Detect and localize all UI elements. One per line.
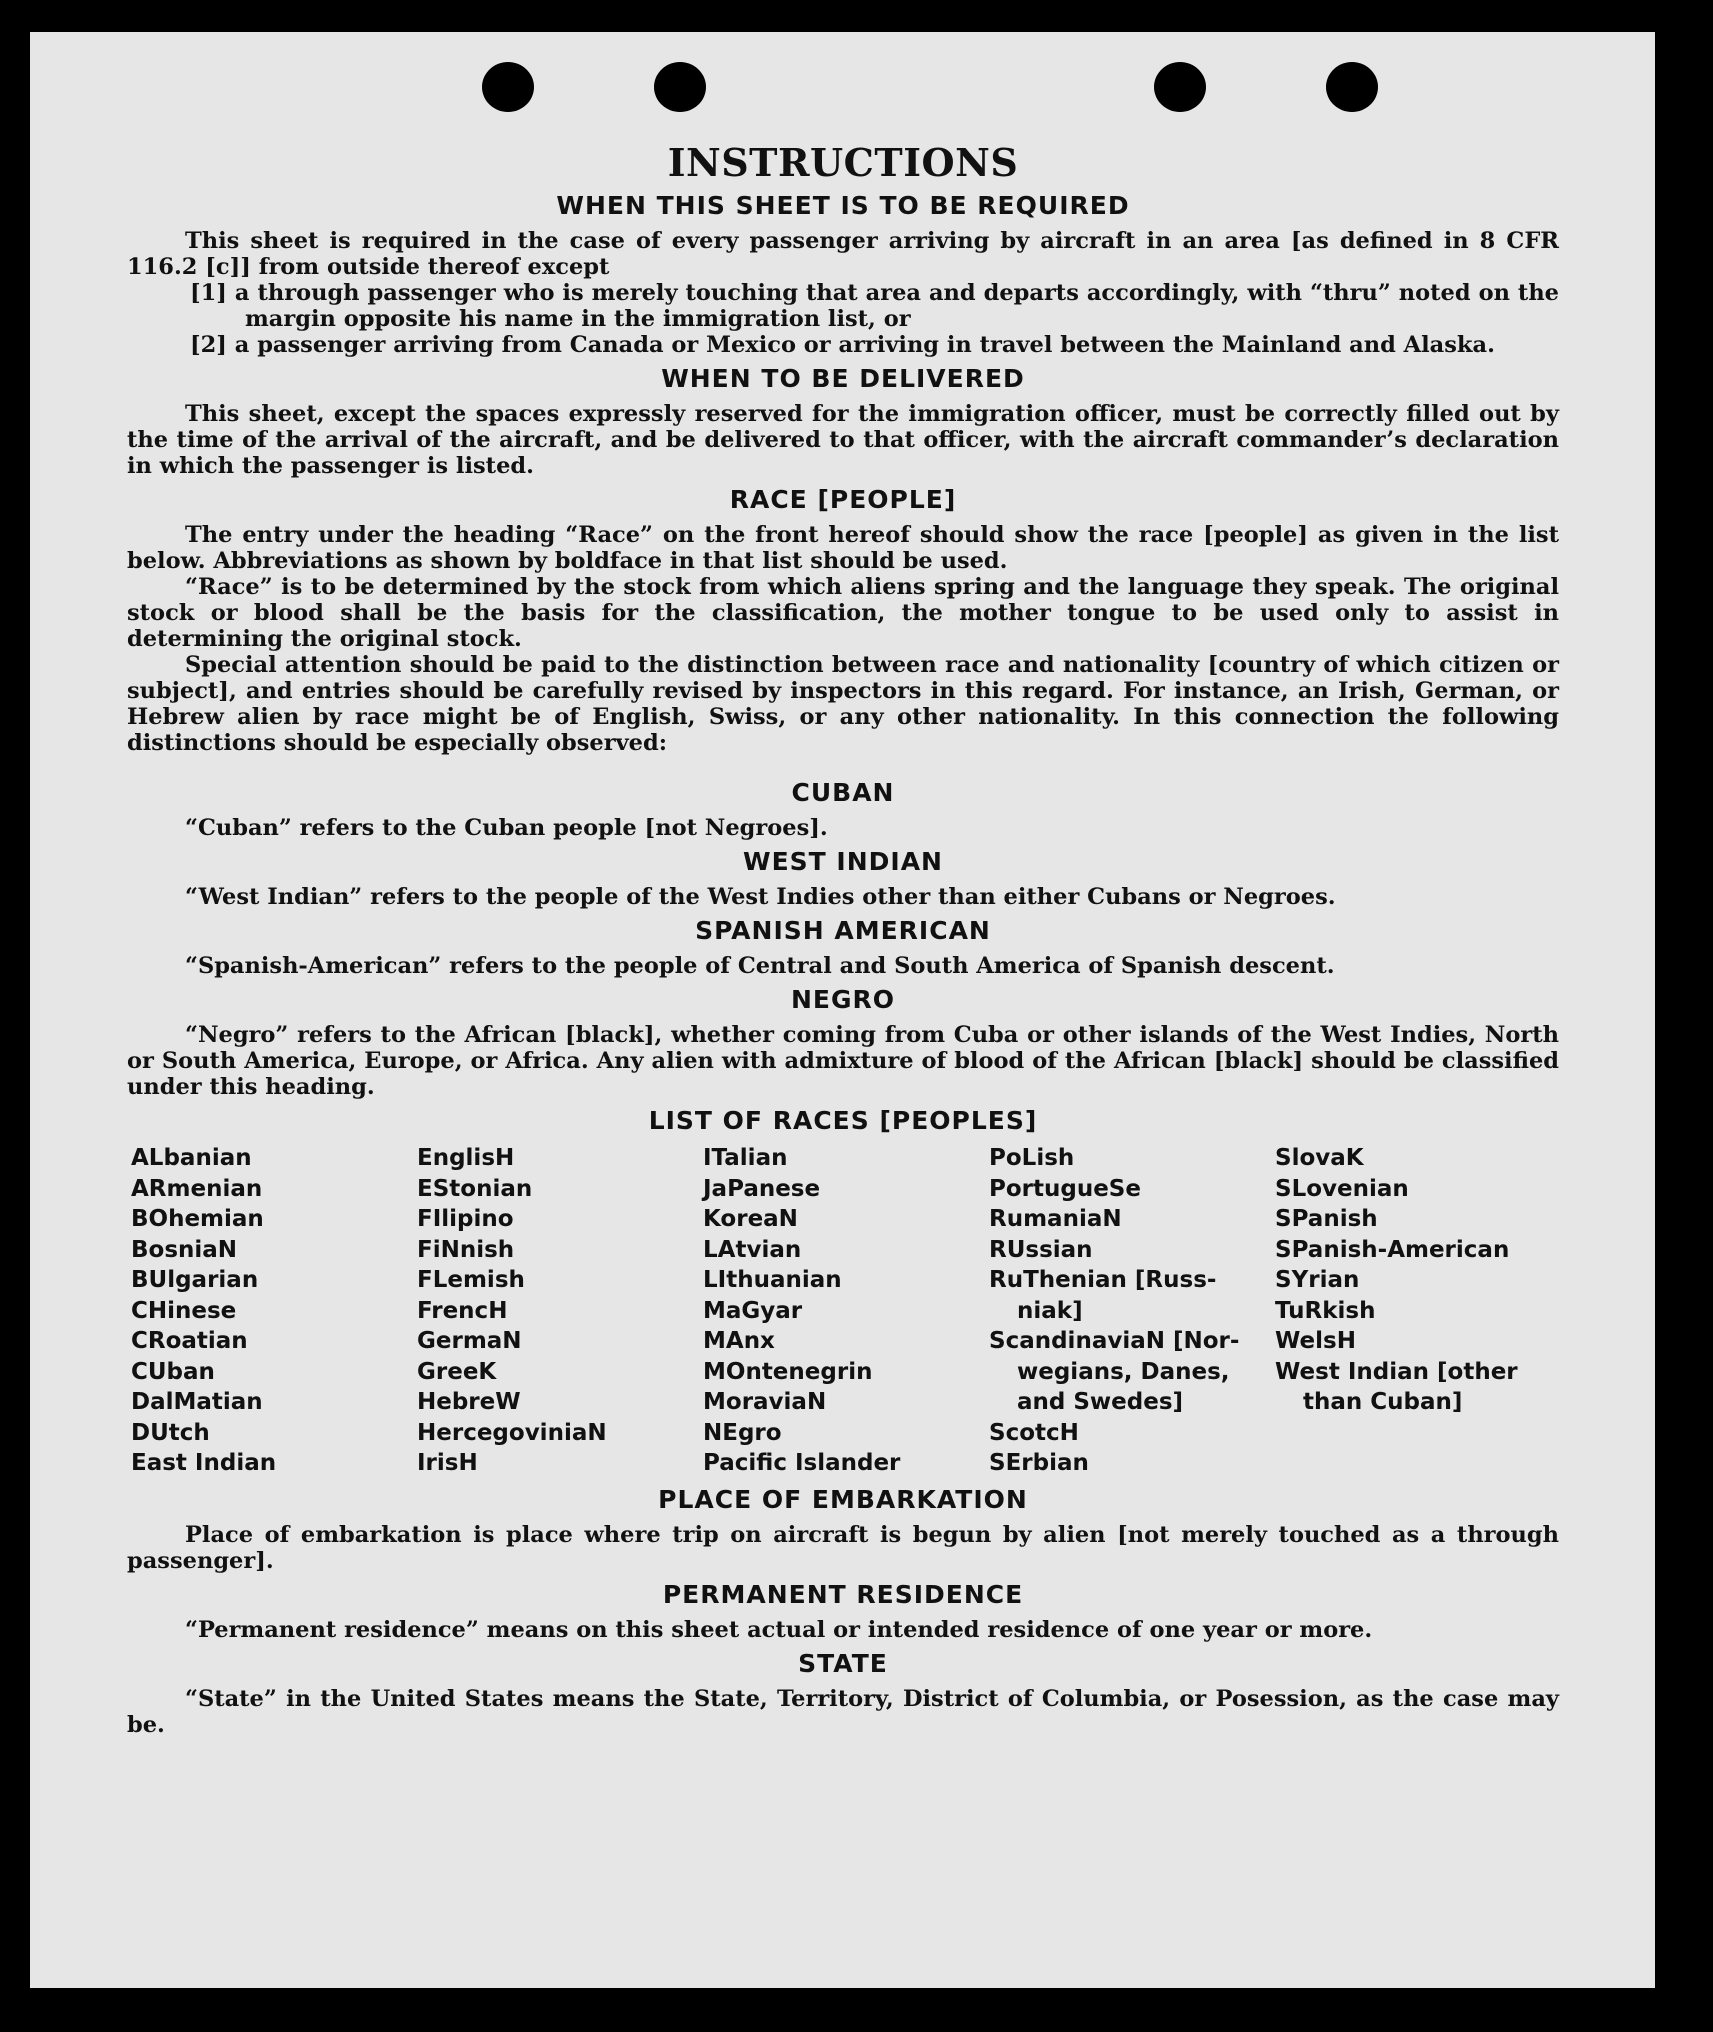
races-column-4	[989, 1143, 1275, 1479]
heading-west-indian: WEST INDIAN	[743, 847, 943, 876]
race-paragraph-1: The entry under the heading “Race” on the front hereof should show the race [people] as given in the list below. Abbreviations as shown by boldface in that list should be used.	[127, 522, 1559, 574]
heading-state: STATE	[798, 1648, 888, 1678]
race-entry: ITalian	[703, 1145, 788, 1171]
heading-when-required: WHEN THIS SHEET IS TO BE REQUIRED	[556, 191, 1130, 220]
race-entry: East Indian	[131, 1450, 277, 1476]
race-entry: niak]	[1017, 1297, 1083, 1324]
race-entry: RuThenian [Russ-	[989, 1267, 1217, 1293]
race-entry: CRoatian	[131, 1328, 248, 1354]
residence-text: “Permanent residence” means on this sheet actual or intended residence of one year or more.	[185, 1616, 1373, 1643]
cuban-text: “Cuban” refers to the Cuban people [not Negroes].	[185, 815, 828, 841]
heading-list-of-races: LIST OF RACES [PEOPLES]	[648, 1106, 1038, 1135]
races-column-1	[131, 1143, 417, 1479]
race-entry: RUssian	[989, 1236, 1093, 1263]
race-entry: SYrian	[1275, 1267, 1360, 1293]
race-entry: ARmenian	[131, 1175, 263, 1202]
race-entry: ScandinaviaN [Nor-	[989, 1328, 1240, 1354]
race-entry: than Cuban]	[1303, 1389, 1463, 1415]
page-title: INSTRUCTIONS	[667, 140, 1019, 185]
race-entry: MaGyar	[703, 1297, 803, 1324]
race-entry: West Indian [other	[1275, 1358, 1518, 1385]
heading-cuban: CUBAN	[791, 778, 895, 807]
race-entry: SlovaK	[1275, 1145, 1364, 1171]
race-entry: SLovenian	[1275, 1175, 1409, 1202]
race-entry: MOntenegrin	[703, 1358, 873, 1385]
heading-spanish-american: SPANISH AMERICAN	[695, 916, 991, 945]
race-entry: EStonian	[417, 1175, 533, 1202]
race-entry: WelsH	[1275, 1328, 1356, 1354]
race-entry: NEgro	[703, 1419, 782, 1446]
punch-hole	[1326, 62, 1378, 112]
race-entry: JaPanese	[703, 1175, 821, 1202]
race-entry: BUlgarian	[131, 1267, 259, 1293]
west-indian-text: “West Indian” refers to the people of the West Indies other than either Cubans or Negroes.	[185, 884, 1336, 910]
race-entry: EnglisH	[417, 1145, 515, 1171]
document-page	[30, 32, 1655, 1988]
race-entry: IrisH	[417, 1450, 478, 1476]
negro-text: “Negro” refers to the African [black], whether coming from Cuba or other islands of the West Indies, North or South America, Europe, or Africa. Any alien with admixture of blood of the African [black] should be classified under this heading.	[127, 1022, 1559, 1100]
punch-hole	[654, 62, 706, 112]
state-text: “State” in the United States means the State, Territory, District of Columbia, or Posession, as the case may be.	[127, 1685, 1559, 1738]
race-entry: LAtvian	[703, 1236, 802, 1263]
race-entry: SErbian	[989, 1450, 1089, 1476]
race-entry: and Swedes]	[1017, 1389, 1184, 1415]
heading-permanent-residence: PERMANENT RESIDENCE	[662, 1579, 1024, 1609]
race-entry: MAnx	[703, 1328, 775, 1354]
race-paragraph-3: Special attention should be paid to the distinction between race and nationality [country of which citizen or subject], and entries should be carefully revised by inspectors in this regard. For instance, an Irish, German, or Hebrew alien by race might be of English, Swiss, or any other nationality. In this connection the following distinctions should be especially observed:	[127, 652, 1559, 756]
race-entry: FIlipino	[417, 1206, 514, 1232]
required-text: This sheet is required in the case of every passenger arriving by aircraft in an area [as defined in 8 CFR 116.2 [c]] from outside thereof except	[127, 228, 1559, 280]
punch-hole	[1154, 62, 1206, 112]
race-entry: ALbanian	[131, 1145, 252, 1171]
race-entry: ScotcH	[989, 1419, 1079, 1446]
punch-hole	[482, 62, 534, 112]
race-entry: TuRkish	[1275, 1297, 1376, 1324]
race-entry: FrencH	[417, 1297, 508, 1324]
race-entry: DUtch	[131, 1419, 210, 1446]
races-column-5	[1275, 1143, 1561, 1479]
heading-when-delivered: WHEN TO BE DELIVERED	[661, 364, 1025, 393]
instructions-content	[127, 140, 1559, 1738]
race-entry: FLemish	[417, 1267, 525, 1293]
race-entry: PortugueSe	[989, 1175, 1141, 1202]
heading-embarkation: PLACE OF EMBARKATION	[658, 1484, 1028, 1514]
required-item-1: [1] a through passenger who is merely touching that area and departs accordingly, with “thru” noted on the margin opposite his name in the immigration list, or	[190, 280, 1559, 332]
heading-negro: NEGRO	[790, 985, 896, 1014]
spanish-american-text: “Spanish-American” refers to the people of Central and South America of Spanish descent.	[185, 953, 1335, 979]
heading-race: RACE [PEOPLE]	[729, 485, 957, 514]
race-entry: GreeK	[417, 1358, 497, 1385]
races-list	[131, 1143, 1559, 1479]
race-entry: CUban	[131, 1358, 215, 1385]
delivered-text: This sheet, except the spaces expressly reserved for the immigration officer, must be correctly filled out by the time of the arrival of the aircraft, and be delivered to that officer, with the aircraft commander’s declaration in which the passenger is listed.	[127, 401, 1559, 479]
race-entry: SPanish	[1275, 1206, 1378, 1232]
required-item-2: [2] a passenger arriving from Canada or Mexico or arriving in travel between the Mainland and Alaska.	[190, 332, 1495, 358]
race-entry: FiNnish	[417, 1236, 515, 1263]
race-entry: BosniaN	[131, 1236, 238, 1263]
race-entry: BOhemian	[131, 1206, 264, 1232]
embarkation-text: Place of embarkation is place where trip on aircraft is begun by alien [not merely touched as a through passenger].	[127, 1521, 1559, 1574]
race-entry: SPanish-American	[1275, 1236, 1510, 1263]
races-column-3	[703, 1143, 989, 1479]
race-entry: LIthuanian	[703, 1267, 842, 1293]
race-entry: RumaniaN	[989, 1206, 1122, 1232]
race-paragraph-2: “Race” is to be determined by the stock from which aliens spring and the language they speak. The original stock or blood shall be the basis for the classification, the mother tongue to be used only to assist in determining the original stock.	[127, 574, 1559, 652]
race-entry: MoraviaN	[703, 1389, 827, 1415]
race-entry: CHinese	[131, 1297, 237, 1324]
race-entry: PoLish	[989, 1145, 1075, 1171]
race-entry: HebreW	[417, 1389, 521, 1415]
race-entry: HercegoviniaN	[417, 1419, 607, 1446]
races-column-2	[417, 1143, 703, 1479]
race-entry: GermaN	[417, 1328, 522, 1354]
race-entry: Pacific Islander	[703, 1450, 901, 1476]
race-entry: wegians, Danes,	[1017, 1358, 1230, 1385]
race-entry: KoreaN	[703, 1206, 798, 1232]
race-entry: DalMatian	[131, 1389, 263, 1415]
